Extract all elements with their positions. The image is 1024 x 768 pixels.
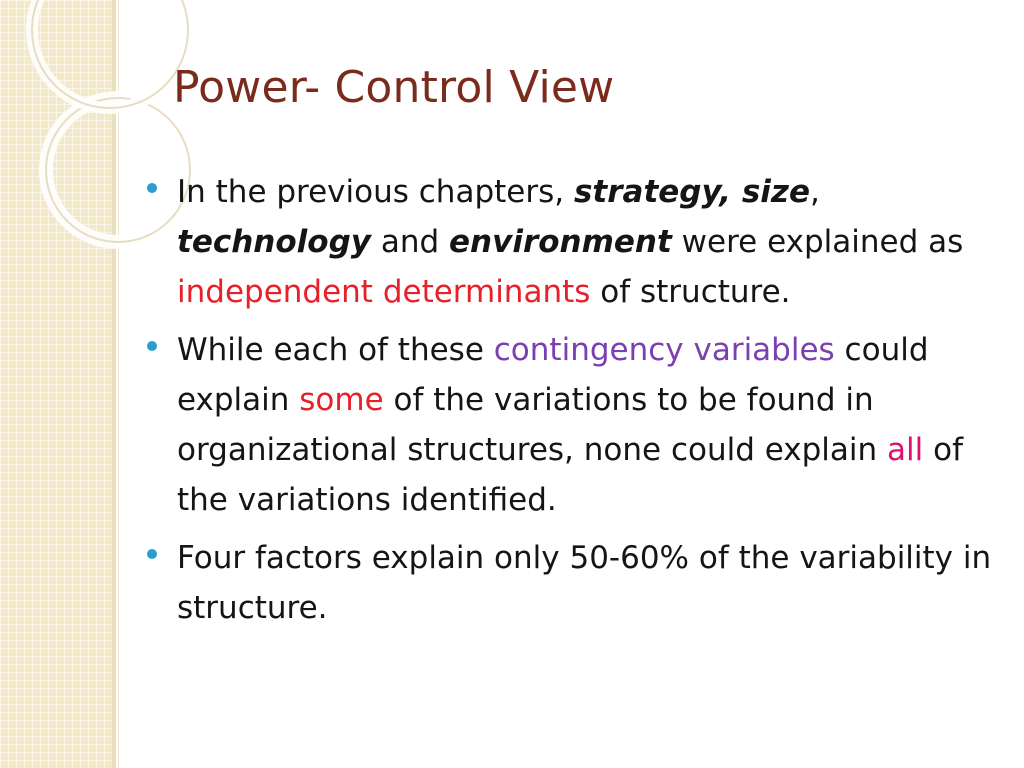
- bullet-text-run: While each of these: [177, 332, 494, 368]
- bullet-text-run: were explained as: [671, 224, 964, 260]
- bullet-text-run: contingency variables: [493, 332, 835, 368]
- bullet-text-run: of structure.: [590, 274, 791, 310]
- bullet-item: [147, 167, 997, 317]
- bullet-text-run: of the variations identified.: [177, 432, 963, 518]
- bullet-text: [177, 533, 997, 633]
- bullet-text-run: and: [370, 224, 450, 260]
- bullet-marker-icon: [147, 341, 157, 351]
- bullet-marker-icon: [147, 183, 157, 193]
- bullet-list: [147, 167, 997, 641]
- bullet-text: [177, 167, 997, 317]
- bullet-text-run: independent determinants: [177, 274, 591, 310]
- bullet-text-run: some: [299, 382, 384, 418]
- bullet-text-run: In the previous chapters,: [177, 174, 574, 210]
- bullet-text-run: strategy, size: [573, 174, 810, 210]
- bullet-text-run: could explain: [177, 332, 929, 418]
- bullet-marker-icon: [147, 549, 157, 559]
- bullet-text-run: technology: [177, 224, 371, 260]
- bullet-text-run: of the variations to be found in organizational structures, none could explain: [177, 382, 888, 468]
- bullet-item: [147, 325, 997, 525]
- bullet-text-run: ,: [810, 174, 820, 210]
- bullet-text-run: environment: [449, 224, 672, 260]
- bullet-item: [147, 533, 997, 633]
- bullet-text: [177, 325, 997, 525]
- bullet-text-run: all: [887, 432, 924, 468]
- slide-title: Power- Control View: [173, 62, 615, 113]
- bullet-text-run: Four factors explain only 50-60% of the variability in structure.: [177, 540, 992, 626]
